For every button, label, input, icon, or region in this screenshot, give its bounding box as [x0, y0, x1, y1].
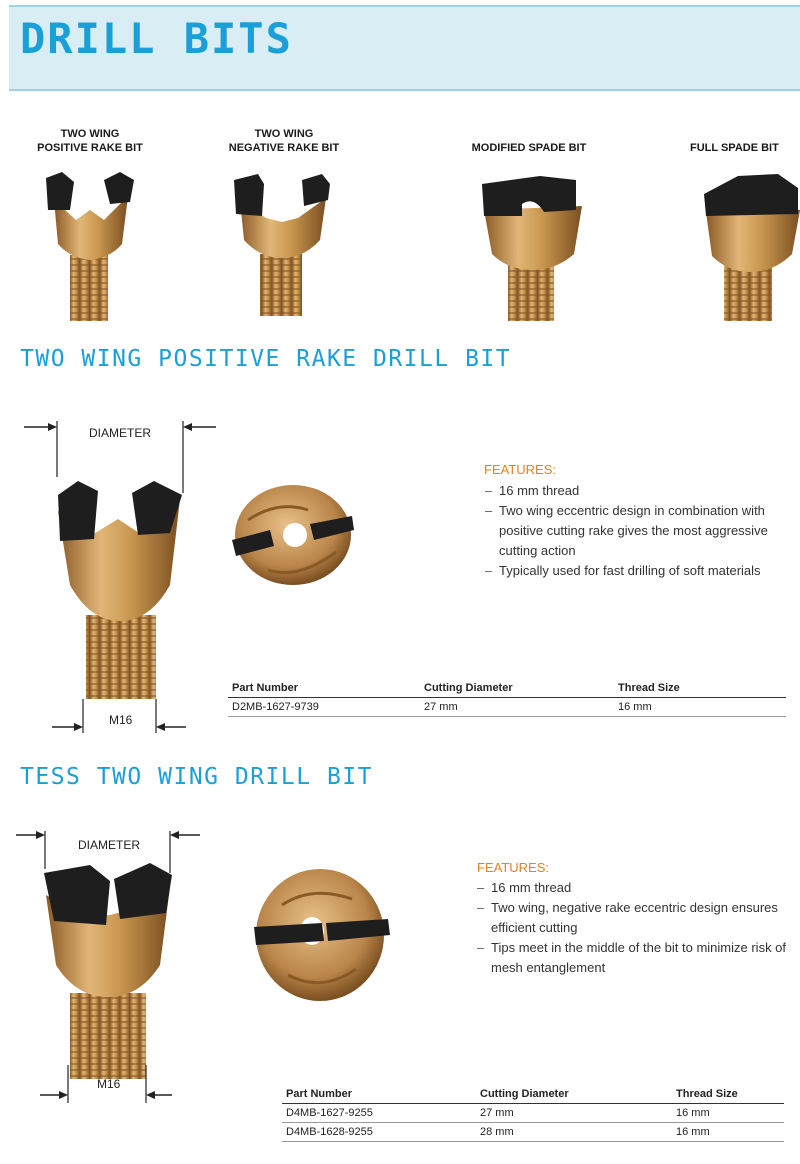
tess-two-wing-bit-top-view — [252, 865, 392, 1005]
table-row — [282, 1123, 784, 1142]
column-header-thread-size: Thread Size — [614, 682, 786, 698]
positive-rake-bit-top-view — [228, 480, 358, 595]
table-row — [228, 698, 786, 717]
negative-rake-bit-image — [232, 170, 332, 325]
diameter-label: DIAMETER — [89, 426, 152, 440]
full-spade-bit-image — [700, 170, 800, 325]
feature-list — [485, 481, 785, 581]
section-title-positive-rake: TWO WING POSITIVE RAKE DRILL BIT — [20, 346, 512, 372]
thread-size-label: M16 — [97, 1077, 121, 1091]
column-header-part-number: Part Number — [282, 1088, 476, 1104]
diameter-label: DIAMETER — [78, 838, 141, 852]
column-header-cutting-diameter: Cutting Diameter — [420, 682, 614, 698]
bit-type-label-negative: TWO WING NEGATIVE RAKE BIT — [228, 128, 340, 154]
section-title-tess-two-wing: TESS TWO WING DRILL BIT — [20, 764, 373, 790]
feature-item: – Typically used for fast drilling of soft materials — [485, 561, 785, 581]
bit-type-label-full-spade: FULL SPADE BIT — [690, 142, 779, 154]
column-header-cutting-diameter: Cutting Diameter — [476, 1088, 672, 1104]
part-number-cell: D4MB-1627-9255 — [282, 1104, 476, 1123]
feature-item: – Two wing eccentric design in combination with positive cutting rake gives the most aggressive cutting action — [485, 501, 785, 561]
feature-item: – Tips meet in the middle of the bit to minimize risk of mesh entanglement — [477, 938, 789, 978]
feature-item: – 16 mm thread — [485, 481, 785, 501]
features-heading: FEATURES: — [484, 462, 556, 477]
thread-size-label: M16 — [109, 713, 133, 727]
page-title: DRILL BITS — [20, 14, 293, 63]
thread-size-cell: 16 mm — [614, 698, 786, 717]
specs-table-positive-rake — [228, 682, 786, 717]
specs-table-tess-two-wing — [282, 1088, 784, 1142]
features-heading: FEATURES: — [477, 860, 549, 875]
cutting-diameter-cell: 27 mm — [476, 1104, 672, 1123]
cutting-diameter-cell: 28 mm — [476, 1123, 672, 1142]
table-header-row — [228, 682, 786, 698]
feature-item: – 16 mm thread — [477, 878, 789, 898]
modified-spade-bit-image — [478, 170, 588, 325]
bit-type-label-positive: TWO WING POSITIVE RAKE BIT — [37, 128, 143, 154]
cutting-diameter-cell: 27 mm — [420, 698, 614, 717]
tess-two-wing-dimension-diagram — [10, 825, 205, 1110]
part-number-cell: D4MB-1628-9255 — [282, 1123, 476, 1142]
bit-type-label-modified-spade: MODIFIED SPADE BIT — [471, 142, 587, 154]
thread-size-cell: 16 mm — [672, 1123, 784, 1142]
column-header-part-number: Part Number — [228, 682, 420, 698]
feature-item: – Two wing, negative rake eccentric design ensures efficient cutting — [477, 898, 789, 938]
positive-rake-dimension-diagram — [20, 415, 220, 735]
feature-list — [477, 878, 789, 978]
table-row — [282, 1104, 784, 1123]
thread-size-cell: 16 mm — [672, 1104, 784, 1123]
part-number-cell: D2MB-1627-9739 — [228, 698, 420, 717]
table-header-row — [282, 1088, 784, 1104]
column-header-thread-size: Thread Size — [672, 1088, 784, 1104]
positive-rake-bit-image — [40, 170, 140, 325]
